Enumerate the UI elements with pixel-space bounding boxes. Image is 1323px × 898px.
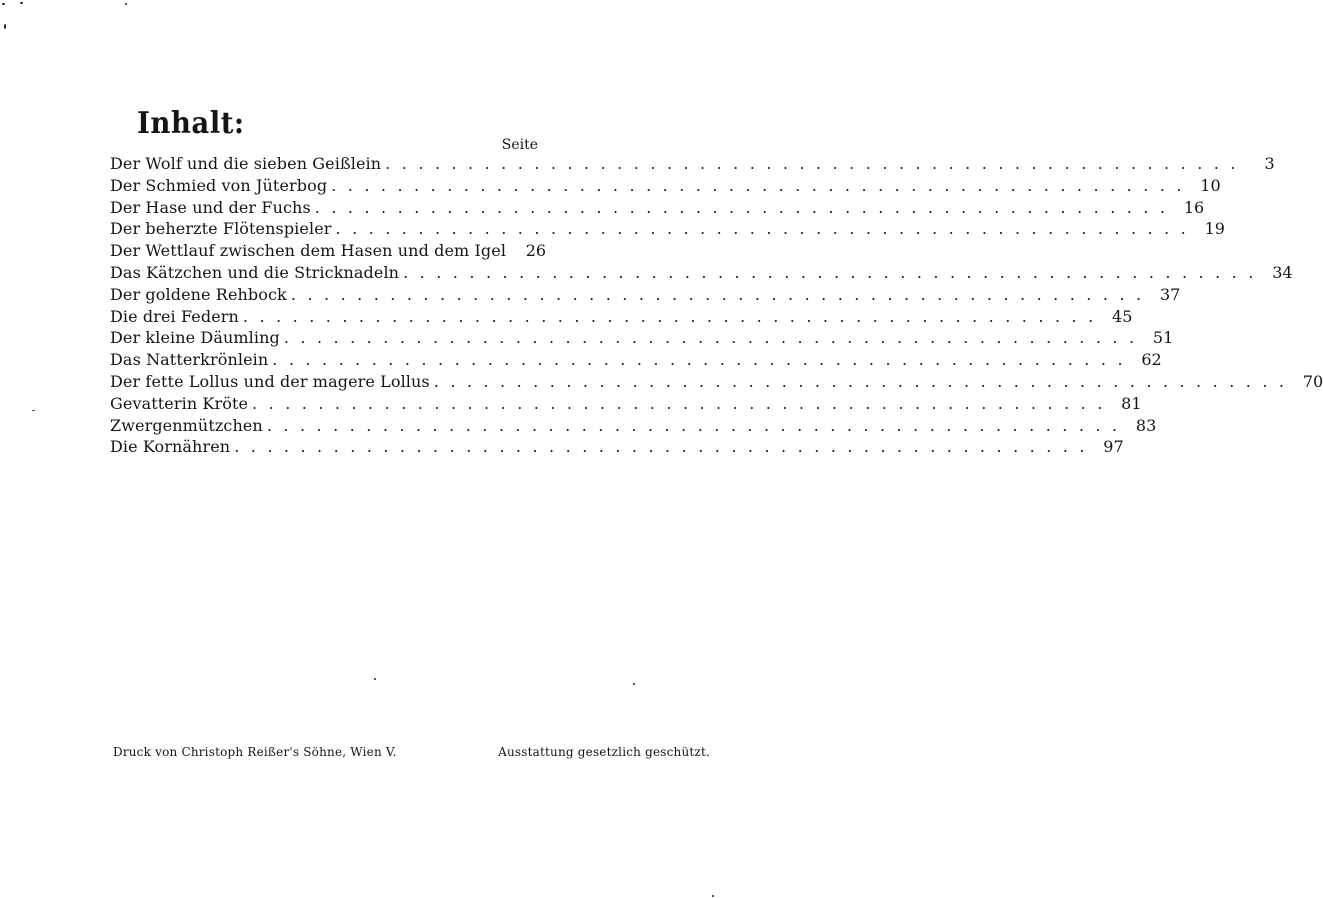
dot-leader bbox=[272, 349, 1125, 371]
dot-leader bbox=[403, 262, 1256, 284]
toc-entry bbox=[110, 262, 1293, 284]
toc-entry-page: 83 bbox=[1120, 415, 1156, 437]
toc-entry-title: Die drei Federn bbox=[110, 306, 243, 328]
scan-speck bbox=[4, 24, 6, 29]
toc-entry bbox=[110, 240, 547, 262]
toc-entry-page: 70 bbox=[1287, 371, 1323, 393]
toc-entry bbox=[110, 306, 1133, 328]
toc-entry-title: Der Wettlauf zwischen dem Hasen und dem Igel bbox=[110, 240, 510, 262]
table-of-contents bbox=[110, 153, 1323, 458]
toc-entry-title: Der Wolf und die sieben Geißlein bbox=[110, 153, 385, 175]
toc-entry-title: Das Natterkrönlein bbox=[110, 349, 272, 371]
dot-leader bbox=[385, 153, 1238, 175]
toc-entry-page: 97 bbox=[1088, 436, 1124, 458]
scan-speck bbox=[32, 410, 35, 411]
toc-entry-title: Der Schmied von Jüterbog bbox=[110, 175, 331, 197]
toc-entry bbox=[110, 327, 1174, 349]
toc-entry-page: 19 bbox=[1189, 218, 1225, 240]
toc-entry-title: Zwergenmützchen bbox=[110, 415, 267, 437]
toc-entry-title: Der kleine Däumling bbox=[110, 327, 284, 349]
toc-entry-title: Gevatterin Kröte bbox=[110, 393, 252, 415]
toc-entry-page: 37 bbox=[1144, 284, 1180, 306]
scan-speck bbox=[712, 895, 714, 897]
toc-entry-page: 3 bbox=[1239, 153, 1275, 175]
toc-entry-page: 81 bbox=[1106, 393, 1142, 415]
toc-entry-title: Das Kätzchen und die Stricknadeln bbox=[110, 262, 403, 284]
dot-leader bbox=[252, 393, 1105, 415]
dot-leader bbox=[434, 371, 1287, 393]
printer-imprint: Druck von Christoph Reißer's Söhne, Wien V. bbox=[113, 745, 397, 759]
contents-heading: Inhalt: bbox=[137, 106, 245, 141]
toc-entry bbox=[110, 175, 1221, 197]
dot-leader bbox=[336, 218, 1189, 240]
dot-leader bbox=[315, 197, 1168, 219]
toc-entry-title: Der beherzte Flötenspieler bbox=[110, 218, 336, 240]
toc-entry bbox=[110, 415, 1157, 437]
toc-entry bbox=[110, 436, 1124, 458]
toc-entry bbox=[110, 284, 1181, 306]
scan-speck bbox=[633, 683, 635, 685]
toc-entry-title: Der goldene Rehbock bbox=[110, 284, 291, 306]
dot-leader bbox=[331, 175, 1184, 197]
toc-entry bbox=[110, 218, 1225, 240]
scan-speck bbox=[125, 3, 127, 5]
toc-entry-page: 34 bbox=[1257, 262, 1293, 284]
scan-speck bbox=[2, 3, 5, 5]
toc-entry-page: 26 bbox=[510, 240, 546, 262]
toc-entry bbox=[110, 349, 1162, 371]
toc-entry bbox=[110, 197, 1205, 219]
toc-entry bbox=[110, 393, 1142, 415]
copyright-notice: Ausstattung gesetzlich geschützt. bbox=[498, 745, 710, 759]
dot-leader bbox=[267, 415, 1120, 437]
dot-leader bbox=[284, 327, 1137, 349]
toc-entry bbox=[110, 371, 1323, 393]
dot-leader bbox=[291, 284, 1144, 306]
scan-speck bbox=[20, 2, 23, 4]
scan-speck bbox=[374, 678, 376, 680]
toc-entry-page: 45 bbox=[1096, 306, 1132, 328]
toc-entry-page: 16 bbox=[1168, 197, 1204, 219]
dot-leader bbox=[234, 436, 1087, 458]
toc-entry-page: 62 bbox=[1126, 349, 1162, 371]
toc-entry-page: 10 bbox=[1185, 175, 1221, 197]
toc-entry-title: Die Kornähren bbox=[110, 436, 234, 458]
toc-entry-title: Der fette Lollus und der magere Lollus bbox=[110, 371, 434, 393]
toc-entry-page: 51 bbox=[1137, 327, 1173, 349]
toc-entry bbox=[110, 153, 1275, 175]
dot-leader bbox=[243, 306, 1096, 328]
page-column-label: Seite bbox=[501, 137, 538, 153]
toc-entry-title: Der Hase und der Fuchs bbox=[110, 197, 315, 219]
